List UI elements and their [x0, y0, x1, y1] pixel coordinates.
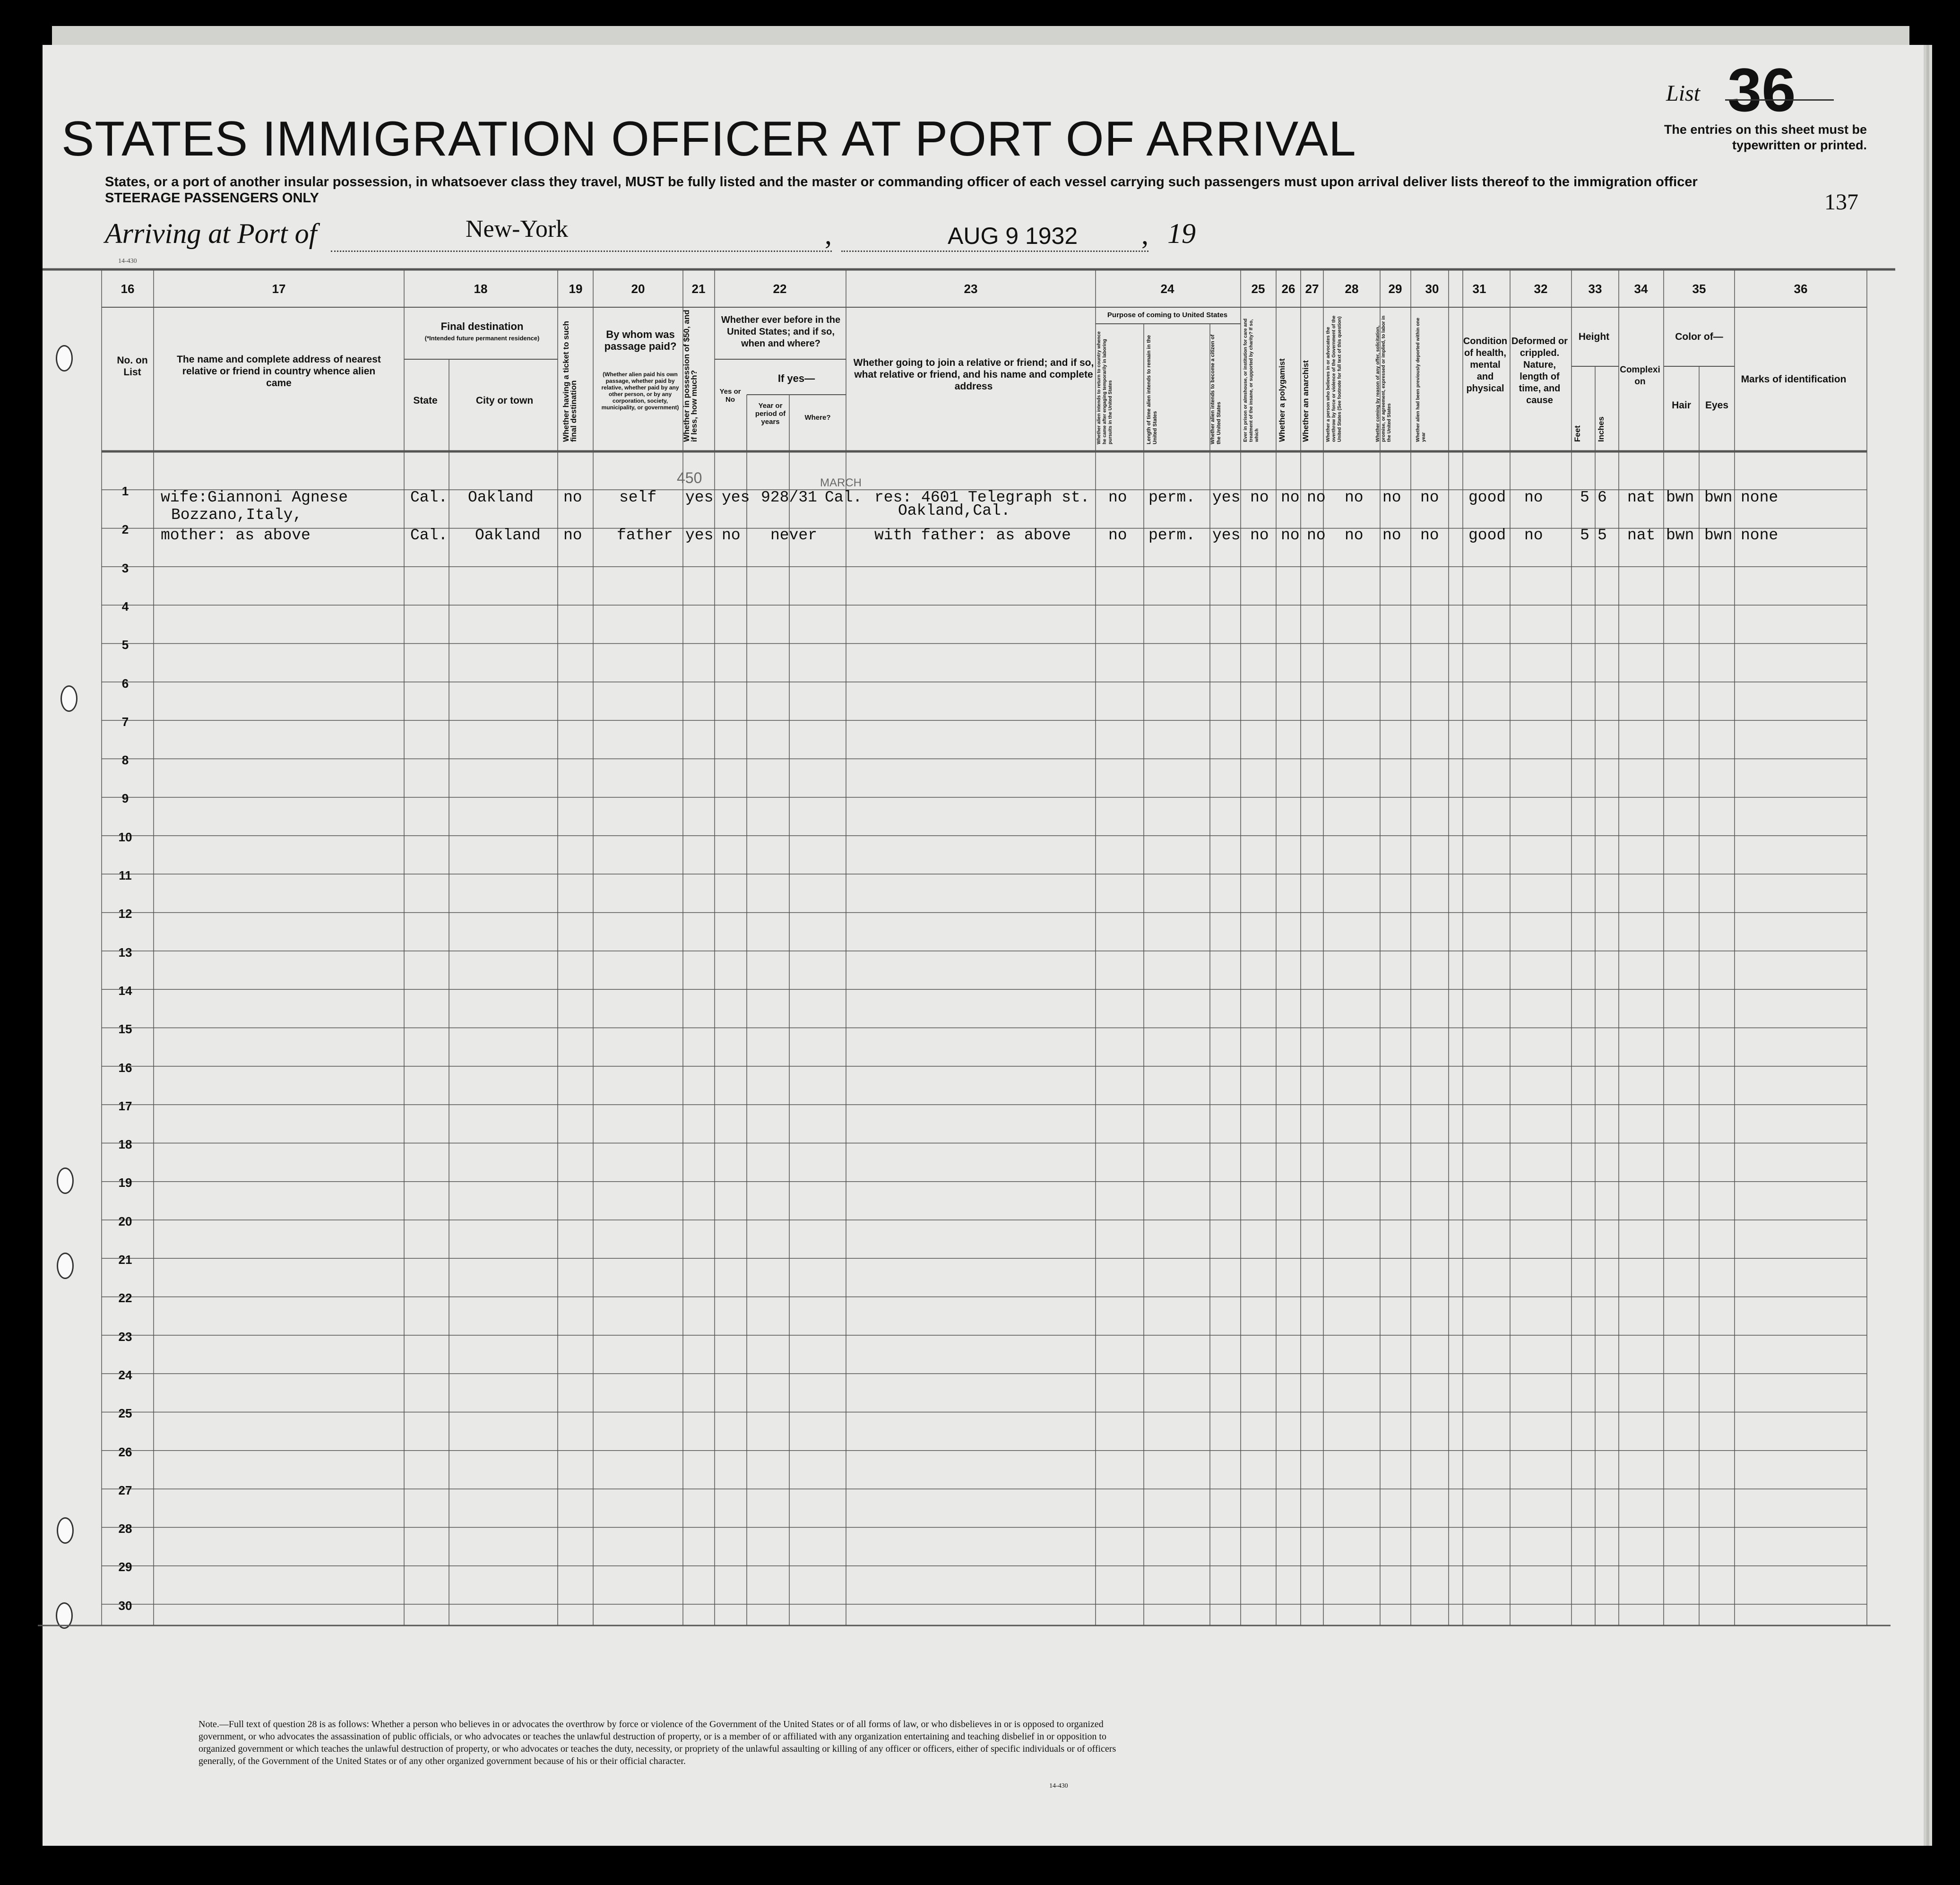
row1-joining-line2: Oakland,Cal.	[898, 502, 1010, 519]
row1-relative-line2: Bozzano,Italy,	[171, 506, 302, 524]
row1-length: perm.	[1148, 489, 1196, 506]
row-number: 27	[118, 1483, 132, 1497]
header-feet: Feet	[1573, 425, 1582, 442]
row1-before: yes	[722, 489, 750, 506]
column-number: 25	[1251, 282, 1265, 296]
row-number: 15	[118, 1022, 132, 1037]
column-number: 16	[121, 282, 135, 296]
header-final-destination: Final destination	[440, 320, 524, 332]
header-yes-or-no: Yes or No	[719, 388, 741, 404]
header-where: Where?	[804, 414, 831, 422]
row-number: 11	[119, 868, 132, 882]
header-city: City or town	[475, 395, 534, 406]
row2-before: no	[722, 527, 741, 544]
row2-prison: no	[1250, 527, 1269, 544]
row-number: 23	[118, 1329, 132, 1344]
row2-complexion: nat	[1627, 527, 1656, 544]
row2-polygamist: no	[1281, 527, 1300, 544]
column-number: 32	[1534, 282, 1548, 296]
column-number: 29	[1388, 282, 1402, 296]
column-number: 21	[691, 282, 706, 296]
row-number: 9	[121, 791, 129, 806]
header-height: Height	[1578, 331, 1610, 342]
row1-eyes: bwn	[1704, 489, 1733, 506]
pencil-annotation-note: MARCH	[820, 476, 862, 489]
row2-overthrow: no	[1345, 527, 1364, 544]
column-number: 17	[272, 282, 286, 296]
row-number: 3	[121, 561, 129, 575]
year-prefix: 19	[1167, 218, 1196, 249]
header-passage-paid: By whom was passage paid?	[604, 329, 677, 352]
row1-where: Cal.	[825, 489, 863, 506]
row1-ticket: no	[563, 489, 582, 506]
row1-marks: none	[1741, 489, 1779, 506]
row1-hair: bwn	[1666, 489, 1694, 506]
row-number: 1	[121, 484, 129, 498]
row2-inches: 5	[1597, 527, 1607, 544]
column-number: 27	[1305, 282, 1319, 296]
row2-anarchist: no	[1307, 527, 1326, 544]
row2-health: good	[1468, 527, 1506, 544]
row1-feet: 5	[1580, 489, 1589, 506]
column-number: 28	[1345, 282, 1359, 296]
form-number-top: 14-430	[118, 258, 137, 265]
arriving-label: Arriving at Port of	[105, 218, 317, 249]
row1-inches: 6	[1597, 489, 1607, 506]
row2-relative: mother: as above	[161, 527, 311, 544]
column-number: 20	[631, 282, 645, 296]
row-number: 6	[121, 676, 129, 691]
list-label: List	[1666, 81, 1701, 106]
row-number: 14	[118, 983, 132, 998]
row1-year: 928/31	[761, 489, 817, 506]
column-number: 19	[569, 282, 583, 296]
row2-state: Cal.	[410, 527, 448, 544]
header-deported: Whether alien had been previously deported within one year	[1416, 318, 1426, 442]
header-relative-address: The name and complete address of nearest relative or friend in country whence alien came	[177, 354, 381, 389]
header-return-intent: Whether alien intends to return to country whence he came after engaging temporarily in laboring pursuits in the United States	[1097, 331, 1113, 444]
header-eyes: Eyes	[1705, 400, 1729, 411]
header-if-yes: If yes—	[777, 372, 815, 384]
date-stamp: AUG 9 1932	[948, 223, 1078, 249]
row-number: 20	[118, 1214, 132, 1228]
row1-return: no	[1108, 489, 1127, 506]
row-number: 19	[118, 1176, 132, 1190]
row2-marks: none	[1741, 527, 1779, 544]
row-number: 29	[118, 1560, 132, 1574]
port-value: New-York	[466, 216, 569, 242]
header-joining-relative: Whether going to join a relative or friend; and if so, what relative or friend, and his name and complete address	[853, 357, 1094, 392]
row1-prison: no	[1250, 489, 1269, 506]
row-number: 7	[121, 714, 129, 729]
column-number: 23	[964, 282, 978, 296]
row1-offer: no	[1382, 489, 1401, 506]
row-number: 8	[121, 753, 129, 768]
row-number: 24	[118, 1367, 132, 1382]
row1-anarchist: no	[1307, 489, 1326, 506]
row2-ticket: no	[563, 527, 582, 544]
row1-overthrow: no	[1345, 489, 1364, 506]
row-number: 4	[121, 599, 129, 614]
header-no-on-list: No. on List	[117, 355, 148, 378]
row2-deformed: no	[1524, 527, 1543, 544]
typewritten-notice: The entries on this sheet must be typewritten or printed.	[1664, 122, 1867, 152]
column-number: 33	[1588, 282, 1602, 296]
header-year-period: Year or period of years	[755, 402, 786, 426]
row2-year: never	[770, 527, 818, 544]
footnote-form-number: 14-430	[1049, 1782, 1068, 1790]
header-anarchist: Whether an anarchist	[1301, 360, 1310, 442]
column-number: 35	[1692, 282, 1706, 296]
column-number: 18	[474, 282, 488, 296]
intro-line-2: STEERAGE PASSENGERS ONLY	[105, 190, 319, 206]
row2-return: no	[1108, 527, 1127, 544]
header-ever-before: Whether ever before in the United States; and if so, when and where?	[721, 315, 841, 349]
header-purpose: Purpose of coming to United States	[1107, 311, 1228, 319]
header-length-of-stay: Length of time alien intends to remain in the United States	[1146, 335, 1158, 444]
row2-city: Oakland	[475, 527, 541, 544]
row-number: 10	[118, 830, 132, 844]
row-number: 21	[118, 1253, 132, 1267]
row1-complexion: nat	[1627, 489, 1656, 506]
row-number: 28	[118, 1522, 132, 1536]
separator-comma: ,	[825, 219, 832, 250]
column-number: 34	[1634, 282, 1648, 296]
header-state: State	[413, 395, 438, 406]
row1-paid-by: self	[619, 489, 657, 506]
row2-paid-by: father	[617, 527, 673, 544]
header-health: Condition of health, mental and physical	[1463, 336, 1508, 394]
row1-citizen: yes	[1212, 489, 1241, 506]
footnote: Note.—Full text of question 28 is as follows: Whether a person who believes in or advocates the overthrow by force or violence of the Government of the United States or of all forms of law, or who disbelieves in or is opposed to organized government, or who advocates the assassination of public officials, or who advocates or teaches the unlawful destruction of property, or is a member of or affiliated with any organization entertaining and teaching disbelief in or opposition to organized government or which teaches the unlawful destruction of property, or who advocates or teaches the duty, necessity, or propriety of the unlawful assaulting or killing of any officer or officers, either of specific individuals or of officers generally, of the Government of the United States or of any other organized government because of his or their official character.	[199, 1719, 1116, 1766]
row1-deformed: no	[1524, 489, 1543, 506]
header-ticket: Whether having a ticket to such final destination	[561, 321, 578, 442]
intro-line-1: States, or a port of another insular possession, in whatsoever class they travel, MUST be fully listed and the master or commanding officer of each vessel carrying such passengers must upon arrival deliver lists thereof to the immigration officer	[105, 174, 1698, 190]
column-number: 26	[1281, 282, 1295, 296]
column-number: 31	[1472, 282, 1486, 296]
page-number: 137	[1824, 190, 1858, 215]
row1-state: Cal.	[410, 489, 448, 506]
header-inches: Inches	[1597, 416, 1606, 442]
row1-deported: no	[1420, 489, 1439, 506]
row-number: 22	[118, 1291, 132, 1306]
header-polygamist: Whether a polygamist	[1278, 358, 1287, 442]
column-number: 30	[1425, 282, 1439, 296]
row-number: 30	[118, 1598, 132, 1613]
header-marks: Marks of identification	[1741, 374, 1847, 385]
header-deformed: Deformed or crippled. Nature, length of time, and cause	[1511, 336, 1568, 406]
column-number: 36	[1794, 282, 1808, 296]
column-number: 24	[1160, 282, 1174, 296]
row2-eyes: bwn	[1704, 527, 1733, 544]
row2-feet: 5	[1580, 527, 1589, 544]
header-prison: Ever in prison or almshouse, or institution for care and treatment of the insane, or supported by charity? If so, which	[1243, 318, 1260, 442]
row1-relative: wife:Giannoni Agnese	[161, 489, 348, 506]
row1-joining: res: 4601 Telegraph st.	[874, 489, 1090, 506]
row2-length: perm.	[1148, 527, 1196, 544]
row2-citizen: yes	[1212, 527, 1241, 544]
header-fifty-dollars: Whether in possession of $50, and if less, how much?	[682, 310, 699, 442]
row-number: 25	[118, 1406, 132, 1421]
row2-deported: no	[1420, 527, 1439, 544]
row2-hair: bwn	[1666, 527, 1694, 544]
row-number: 17	[118, 1098, 132, 1113]
row-number: 26	[118, 1444, 132, 1459]
header-hair: Hair	[1672, 400, 1691, 411]
row2-offer: no	[1382, 527, 1401, 544]
row-number: 18	[118, 1137, 132, 1152]
row-number: 13	[118, 945, 132, 960]
row-number: 12	[118, 907, 132, 921]
row2-joining: with father: as above	[874, 527, 1071, 544]
header-passage-paid-note: (Whether alien paid his own passage, whether paid by relative, whether paid by any other person, or by any corporation, society, municipality, or government)	[601, 371, 679, 411]
header-complexion: Complexion	[1620, 365, 1660, 387]
header-final-destination-note: (*Intended future permanent residence)	[424, 335, 540, 342]
row1-money: yes	[685, 489, 714, 506]
header-color-of: Color of—	[1675, 331, 1723, 342]
row1-polygamist: no	[1281, 489, 1300, 506]
header-citizen-intent: Whether alien intends to become a citizen of the United States	[1210, 334, 1222, 444]
row1-city: Oakland	[468, 489, 534, 506]
row-number: 16	[118, 1060, 132, 1075]
row-number: 2	[121, 522, 129, 537]
column-number: 22	[773, 282, 787, 296]
row1-health: good	[1468, 489, 1506, 506]
row2-money: yes	[685, 527, 714, 544]
row-number: 5	[121, 638, 129, 652]
header-labor-offer: Whether coming by reason of any offer, solicitation, promise, or agreement, expressed or implied, to labor in the United States	[1375, 315, 1392, 442]
pencil-annotation-amount: 450	[677, 469, 702, 486]
form-title: STATES IMMIGRATION OFFICER AT PORT OF ARRIVAL	[61, 112, 1356, 166]
header-overthrow: Whether a person who believes in or advocates the overthrow by force or violence of the Government of the United States (See footnote for full text of this question)	[1326, 315, 1342, 442]
list-number: 36	[1727, 55, 1796, 124]
separator-comma: ,	[1141, 219, 1148, 250]
